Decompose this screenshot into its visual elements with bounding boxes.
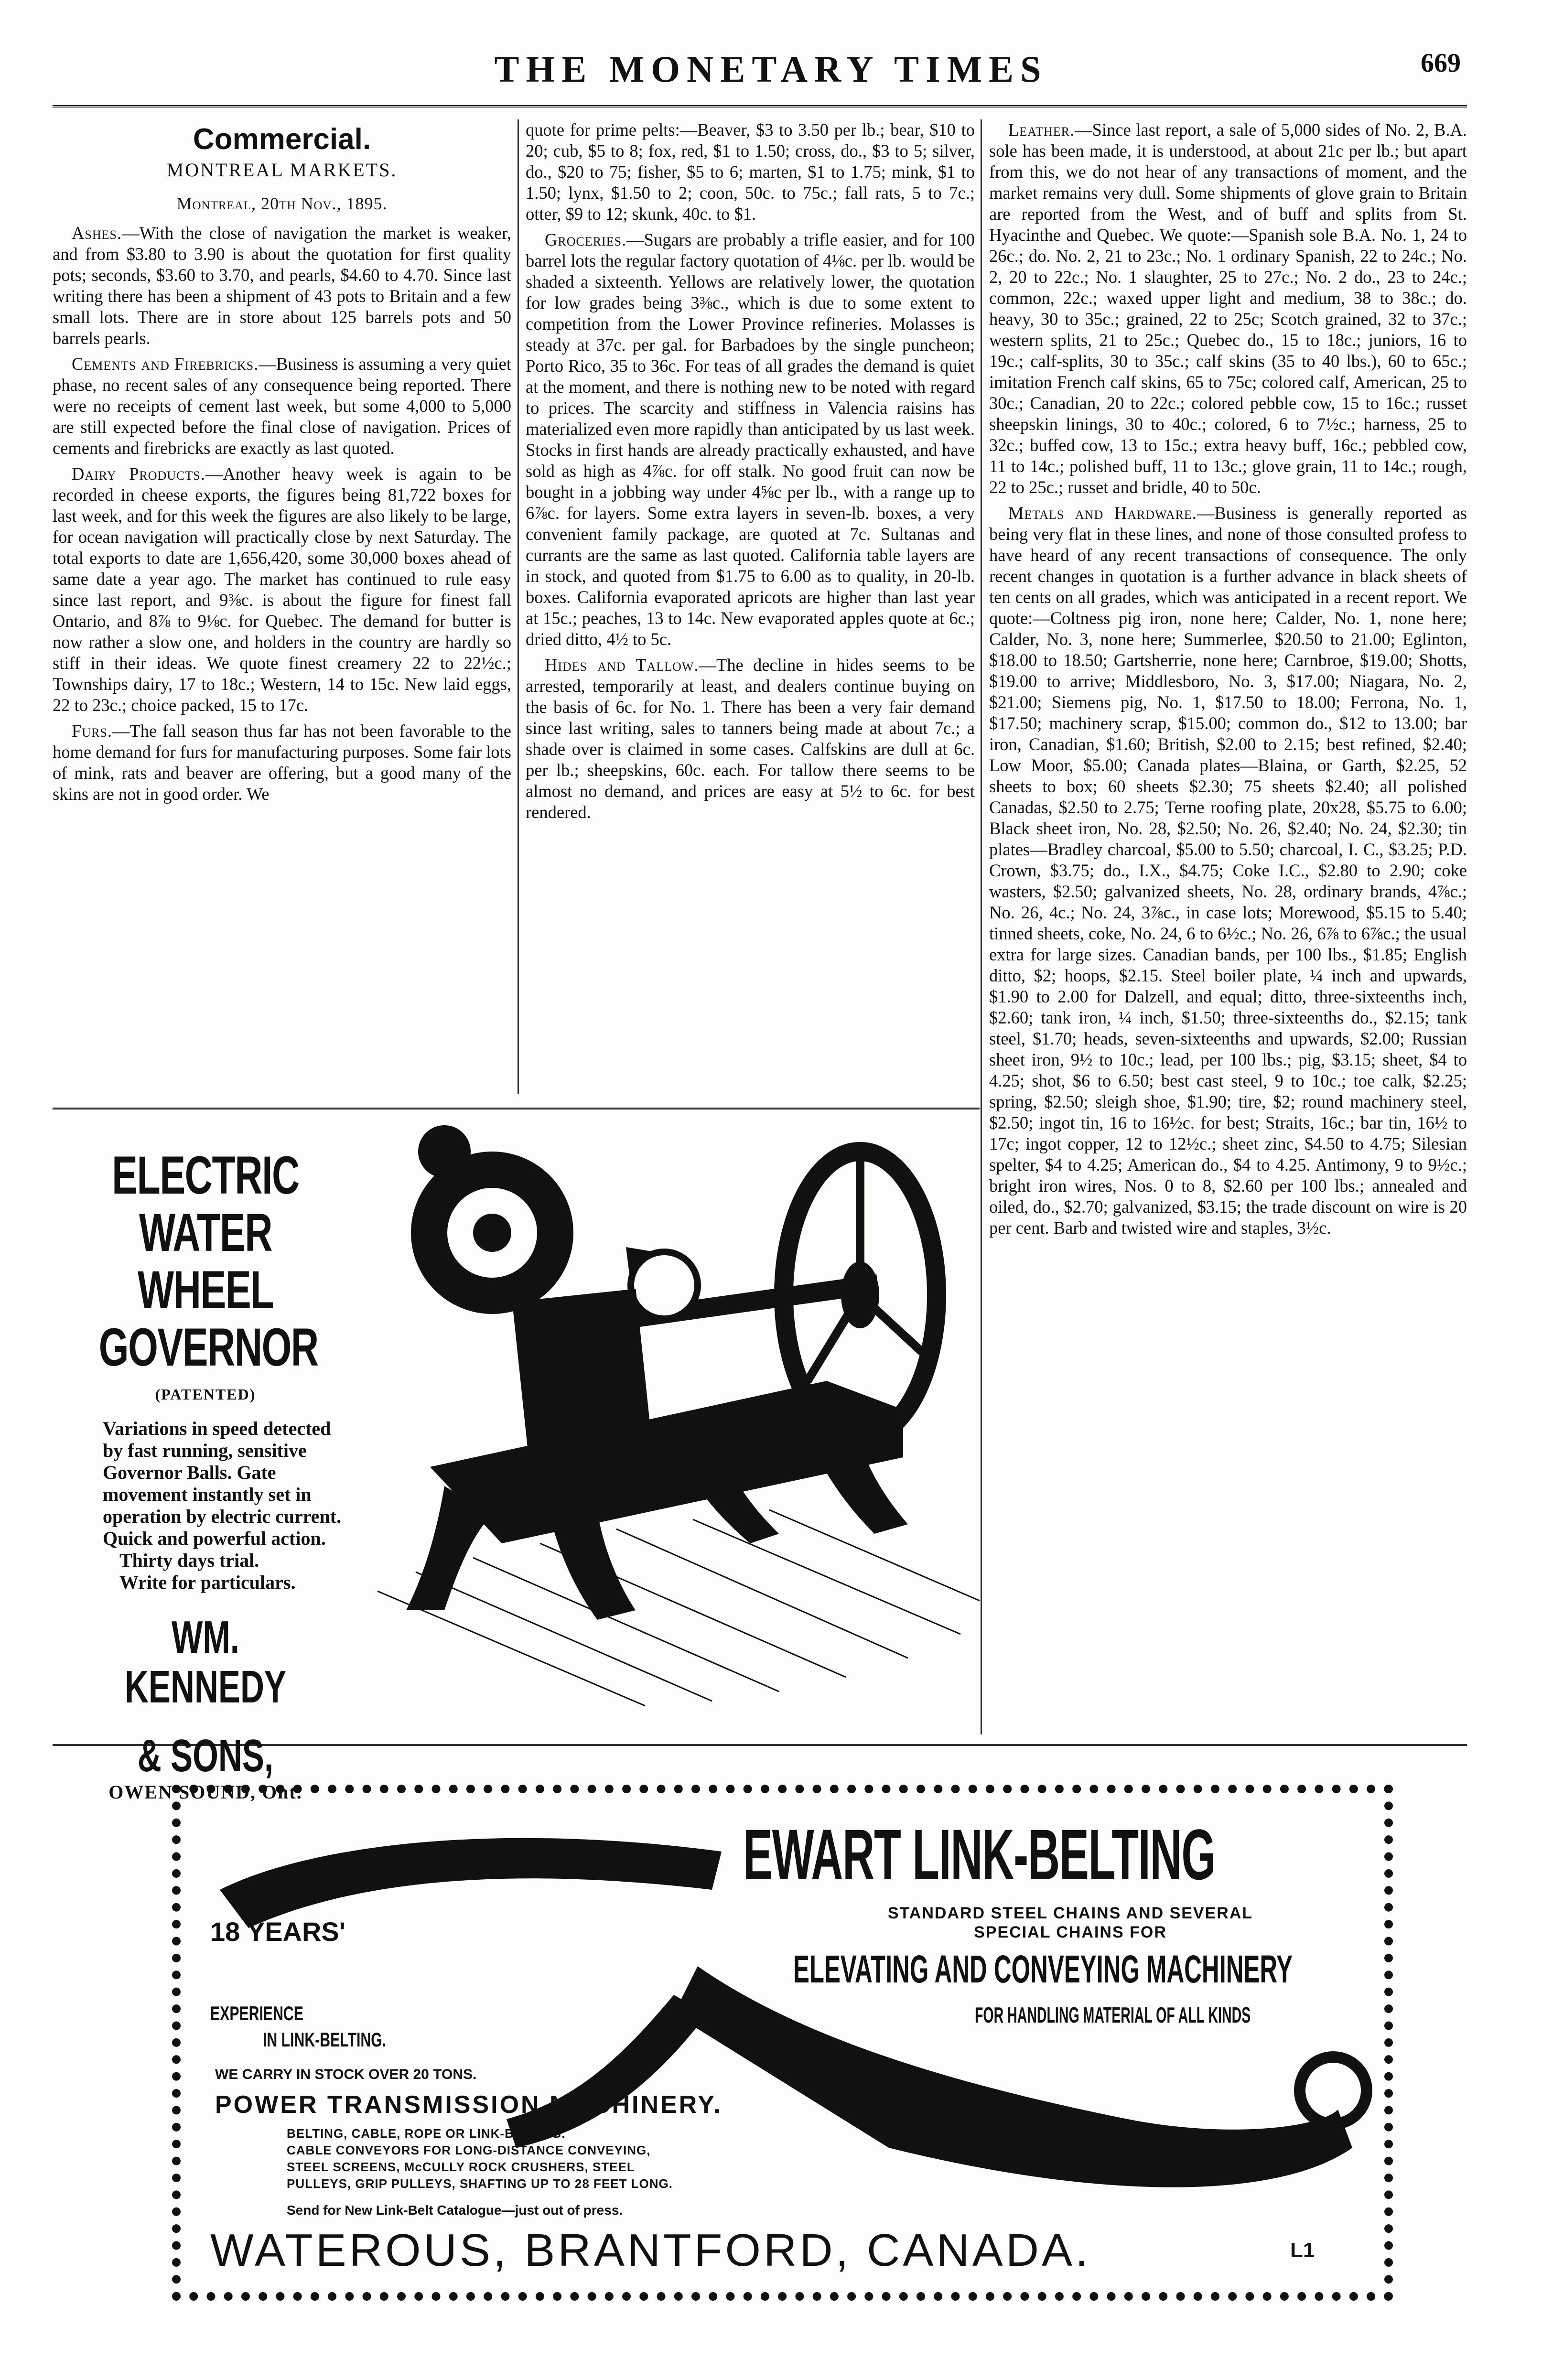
ad-firm-1: WM. KENNEDY — [125, 1612, 286, 1712]
paragraph — [53, 463, 511, 716]
paragraph-head: Furs. — [72, 721, 113, 741]
ewart-title: EWART LINK-BELTING — [743, 1814, 1216, 1895]
column-3 — [989, 119, 1467, 1243]
ewart-power: POWER TRANSMISSION MACHINERY. — [215, 2091, 722, 2119]
ewart-ad — [172, 1785, 1393, 2301]
paragraph-head: Cements and Firebricks. — [72, 354, 259, 374]
ewart-years: 18 YEARS' — [210, 1917, 346, 1947]
ad-write: Write for particulars. — [119, 1572, 296, 1593]
column-rule-1 — [518, 119, 519, 1094]
paragraph-text: —Sugars are probably a trifle easier, and for 100 barrel lots the regular factory quotation of 4⅛c. per lb. would be shaded a sixteenth. Yellows are relatively lower, the quotation for low grades being 3⅜c., which is due to some extent to competition from the Lower Province refineries. Molasses is steady at 37c. per gal. for Barbadoes by the single puncheon; Porto Rico, 35 to 36c. For teas of all grades the demand is quiet at the moment, and there is nothing new to be noted with regard to prices. The scarcity and stiffness in Valencia raisins has materialized even more rapidly than anticipated by us last week. Stocks in first hands are already practically exhausted, and have sold as high as 4⅞c. for off stalk. No good fruit can now be bought in a jobbing way under 4⅝c per lb., with a range up to 6⅞c. for layers. Some extra layers in seven-lb. boxes, a very convenient family package, are quoted at 7c. Sultanas and currants are the same as last quoted. California table layers are in stock, and quoted from $1.75 to 6.00 as to quality, in 20-lb. boxes. California evaporated apricots are higher than last year at 15c.; peaches, 13 to 14c. New evaporated apples quote at 6c.; dried ditto, 4½ to 5c. — [526, 230, 975, 649]
ewart-sub1: STANDARD STEEL CHAINS AND SEVERAL — [887, 1904, 1253, 1922]
ad-trial: Thirty days trial. — [119, 1550, 259, 1571]
ewart-line-3: STEEL SCREENS, McCULLY ROCK CRUSHERS, STEEL — [287, 2160, 635, 2174]
ad-firm-2: & SONS, — [137, 1730, 274, 1781]
paragraph-head: Groceries. — [545, 230, 627, 249]
ewart-line-1: BELTING, CABLE, ROPE OR LINK-BELTING. — [287, 2126, 566, 2141]
ad-headline-3: GOVERNOR — [98, 1317, 318, 1377]
paragraph — [526, 655, 975, 823]
paragraph — [526, 229, 975, 650]
column-2 — [526, 119, 975, 828]
ewart-send: Send for New Link-Belt Catalogue—just out of press. — [287, 2203, 623, 2218]
column-1-paragraphs — [53, 223, 511, 805]
ewart-experience: EXPERIENCE — [210, 2002, 303, 2025]
paragraph-text: —Business is assuming a very quiet phase, no recent sales of any consequence being reported. There were no receipts of cement last week, but some 4,000 to 5,000 are still expected before the final close of navigation. Prices of cements and firebricks are exactly as last quoted. — [53, 354, 511, 458]
ewart-firm: WATEROUS, BRANTFORD, CANADA. — [210, 2225, 1091, 2276]
water-wheel-governor-illustration — [349, 1113, 984, 1715]
page-number: 669 — [1421, 48, 1461, 78]
section-rule — [53, 1108, 980, 1109]
paragraph — [53, 354, 511, 459]
paragraph-text: —With the close of navigation the market is weaker, and from $3.80 to 3.90 is about the quotation for first quality pots; seconds, $3.60 to 3.70, and pearls, $4.60 to 4.70. Since last writing there has been a shipment of 43 pots to Britain and a few small lots. There are in store about 125 barrels pots and 50 barrels pearls. — [53, 223, 511, 348]
ewart-sub3: ELEVATING AND CONVEYING MACHINERY — [793, 1948, 1293, 1991]
ewart-sub2: SPECIAL CHAINS FOR — [974, 1923, 1167, 1941]
ewart-line-2: CABLE CONVEYORS FOR LONG-DISTANCE CONVEYING, — [287, 2143, 651, 2157]
ewart-code: L1 — [1290, 2239, 1315, 2262]
column-2-paragraphs — [526, 119, 975, 823]
column-1 — [53, 119, 511, 809]
ewart-sub4: FOR HANDLING MATERIAL OF ALL KINDS — [975, 2003, 1251, 2027]
paragraph — [526, 119, 975, 225]
paragraph-text: —Another heavy week is again to be recorded in cheese exports, the figures being 81,722 boxes for last week, and for this week the figures are also likely to be large, for ocean navigation will practically close by next Saturday. The total exports to date are 1,656,420, some 30,000 boxes ahead of same date a year ago. The market has continued to rule easy since last report, and 9⅜c. is about the figure for finest fall Ontario, and 8⅞ to 9⅛c. for Quebec. The demand for butter is now rather a slow one, and holders in the country are hardly so stiff in their ideas. We quote finest creamery 22 to 22½c.; Townships dairy, 17 to 18c.; Western, 14 to 15c. New laid eggs, 22 to 23c.; choice packed, 15 to 17c. — [53, 464, 511, 715]
paragraph-text: —Business is generally reported as being very flat in these lines, and none of those consulted profess to have heard of any recent transactions of consequence. The only recent changes in quotation is a further advance in black sheets of ten cents on all grades, which was anticipated in a recent report. We quote:—Coltness pig iron, none here; Calder, No. 1, none here; Calder, No. 3, none here; Summerlee, $20.50 to 21.00; Eglinton, $18.00 to 18.50; Gartsherrie, none here; Carnbroe, $19.00; Shotts, $19.00 to arrive; Middlesboro, No. 3, $17.00; Niagara, No. 2, $21.00; Siemens pig, No. 1, $17.50 to 18.00; Ferrona, No. 1, $17.50; machinery scrap, $15.00; common do., $12 to 13.00; bar iron, Canadian, $1.60; British, $2.00 to 2.15; best refined, $2.40; Low Moor, $5.00; Canada plates—Blaina, or Garth, $2.25, 52 sheets to box; 60 sheets $2.30; 75 sheets $2.40; all polished Canadas, $2.50 to 2.75; Terne roofing plate, 20x28, $5.75 to 6.00; Black sheet iron, No. 28, $2.50; No. 26, $2.40; No. 24, $2.30; tin plates—Bradley charcoal, $5.00 to 5.50; charcoal, I. C., $3.25; P.D. Crown, $3.75; do., I.X., $4.75; Coke I.C., $2.80 to 2.90; coke wasters, $2.50; galvanized sheets, No. 28, ordinary brands, 4⅞c.; No. 26, 4c.; No. 24, 3⅞c., in case lots; Morewood, $5.15 to 5.40; tinned sheets, coke, No. 24, 6 to 6½c.; No. 26, 6⅞ to 6⅞c.; the usual extra for large sizes. Canadian bands, per 100 lbs., $1.85; English ditto, $2; hoops, $2.15. Steel boiler plate, ¼ inch and upwards, $1.90 to 2.00 for Dalzell, and equal; ditto, three-sixteenths inch, $2.60; tank iron, ¼ inch, $1.50; three-sixteenths do., $2.15; tank steel, $1.70; heads, seven-sixteenths and upwards, $2.00; Russian sheet iron, 9½ to 10c.; lead, per 100 lbs.; pig, $3.15; sheet, $4 to 4.25; shot, $6 to 6.50; best cast steel, 9 to 10c.; toe calk, $2.25; spring, $2.50; sleigh shoe, $1.90; tire, $2; round machinery steel, $2.50; ingot tin, 16 to 16½c. for best; Straits, 16c.; bar tin, 16½ to 17c; ingot copper, 12 to 12½c.; sheet zinc, $4.50 to 4.75; Silesian spelter, $4 to 4.25; American do., $4 to 4.25. Antimony, 9 to 9½c.; bright iron wires, Nos. 0 to 8, $2.60 per 100 lbs.; annealed and oiled, do., $2.70; galvanized, $3.15; the trade discount on wire is 20 per cent. Barb and twisted wire and staples, 3½c. — [989, 503, 1467, 1238]
section-title: Commercial. — [193, 123, 371, 156]
paragraph-head: Metals and Hardware. — [1008, 503, 1197, 523]
section-subtitle: MONTREAL MARKETS. — [166, 159, 398, 181]
paragraph — [989, 503, 1467, 1238]
dateline: Montreal, 20th Nov., 1895. — [176, 194, 388, 213]
paragraph-head: Hides and Tallow. — [545, 655, 699, 675]
ad-body: Variations in speed detected by fast running, sensitive Governor Balls. Gate movement instantly set in operation by electric current. Quick and powerful action. — [103, 1418, 342, 1549]
ad-patented: (PATENTED) — [155, 1386, 256, 1403]
paragraph — [53, 721, 511, 805]
paragraph-text: —Since last report, a sale of 5,000 sides of No. 2, B.A. sole has been made, it is understood, at about 21c per lb.; but apart from this, we do not hear of any transactions of moment, and the market remains very dull. Some shipments of glove grain to Britain are reported from the West, and of buff and splits from St. Hyacinthe and Quebec. We quote:—Spanish sole B.A. No. 1, 24 to 26c.; do. No. 2, 21 to 23c.; No. 1 ordinary Spanish, 22 to 24c.; No. 2, 20 to 22c.; No. 1 slaughter, 25 to 27c.; No. 2 do., 23 to 24c.; common, 22c.; waxed upper light and medium, 38 to 38c.; do. heavy, 30 to 35c.; grained, 22 to 25c; Scotch grained, 32 to 37c.; western splits, 21 to 25c.; Quebec do., 15 to 18c.; juniors, 16 to 19c.; calf-splits, 30 to 35c.; calf skins (35 to 40 lbs.), 60 to 65c.; imitation French calf skins, 65 to 75c; colored calf, American, 25 to 30c.; Canadian, 20 to 22c.; colored pebble cow, 15 to 16c.; russet sheepskin linings, 30 to 40c.; colored, 6 to 7½c.; harness, 25 to 32c.; buffed cow, 13 to 15c.; extra heavy buff, 16c.; pebbled cow, 11 to 14c.; polished buff, 11 to 13c.; glove grain, 11 to 14c.; rough, 22 to 25c.; russet and bridle, 40 to 50c. — [989, 120, 1467, 497]
column-3-paragraphs — [989, 119, 1467, 1238]
masthead-title: THE MONETARY TIMES — [494, 48, 1048, 90]
paragraph-head: Ashes. — [72, 223, 122, 243]
ad-headline-1: ELECTRIC — [112, 1145, 299, 1205]
paragraph-head: Dairy Products. — [72, 464, 205, 484]
header-rule — [53, 105, 1467, 108]
ewart-stock: WE CARRY IN STOCK OVER 20 TONS. — [215, 2067, 477, 2082]
paragraph — [989, 119, 1467, 498]
paragraph-text: —The decline in hides seems to be arrested, temporarily at least, and dealers continue buying on the basis of 6c. for No. 1. There has been a very fair demand since last writing, sales to tanners being made at about 7c.; a shade over is claimed in some cases. Calfskins are dull at 6c. per lb.; sheepskins, 60c. each. For tallow there seems to be almost no demand, and prices are easy at 5½ to 6c. for best rendered. — [526, 655, 975, 822]
ewart-experience-2: IN LINK-BELTING. — [263, 2028, 387, 2051]
paragraph — [53, 223, 511, 349]
ewart-line-4: PULLEYS, GRIP PULLEYS, SHAFTING UP TO 28 FEET LONG. — [287, 2176, 673, 2191]
paragraph-text: quote for prime pelts:—Beaver, $3 to 3.50 per lb.; bear, $10 to 20; cub, $5 to 8; fox, red, $1 to 1.50; cross, do., $3 to 5; silver, do., $20 to 75; fisher, $5 to 6; marten, $1 to 1.75; mink, $1 to 1.50; lynx, $1.50 to 2; coon, 50c. to 75c.; fall rats, 5 to 7c.; otter, $9 to 12; skunk, 40c. to $1. — [526, 120, 975, 224]
ad-location: OWEN SOUND, Ont. — [108, 1781, 302, 1803]
paragraph-head: Leather. — [1008, 120, 1075, 140]
kennedy-ad — [57, 1147, 354, 1803]
paragraph-text: —The fall season thus far has not been favorable to the home demand for furs for manufacturing purposes. Some fair lots of mink, rats and beaver are offering, but a good many of the skins are not in good order. We — [53, 721, 511, 804]
ad-headline-2: WATER WHEEL — [138, 1203, 273, 1320]
